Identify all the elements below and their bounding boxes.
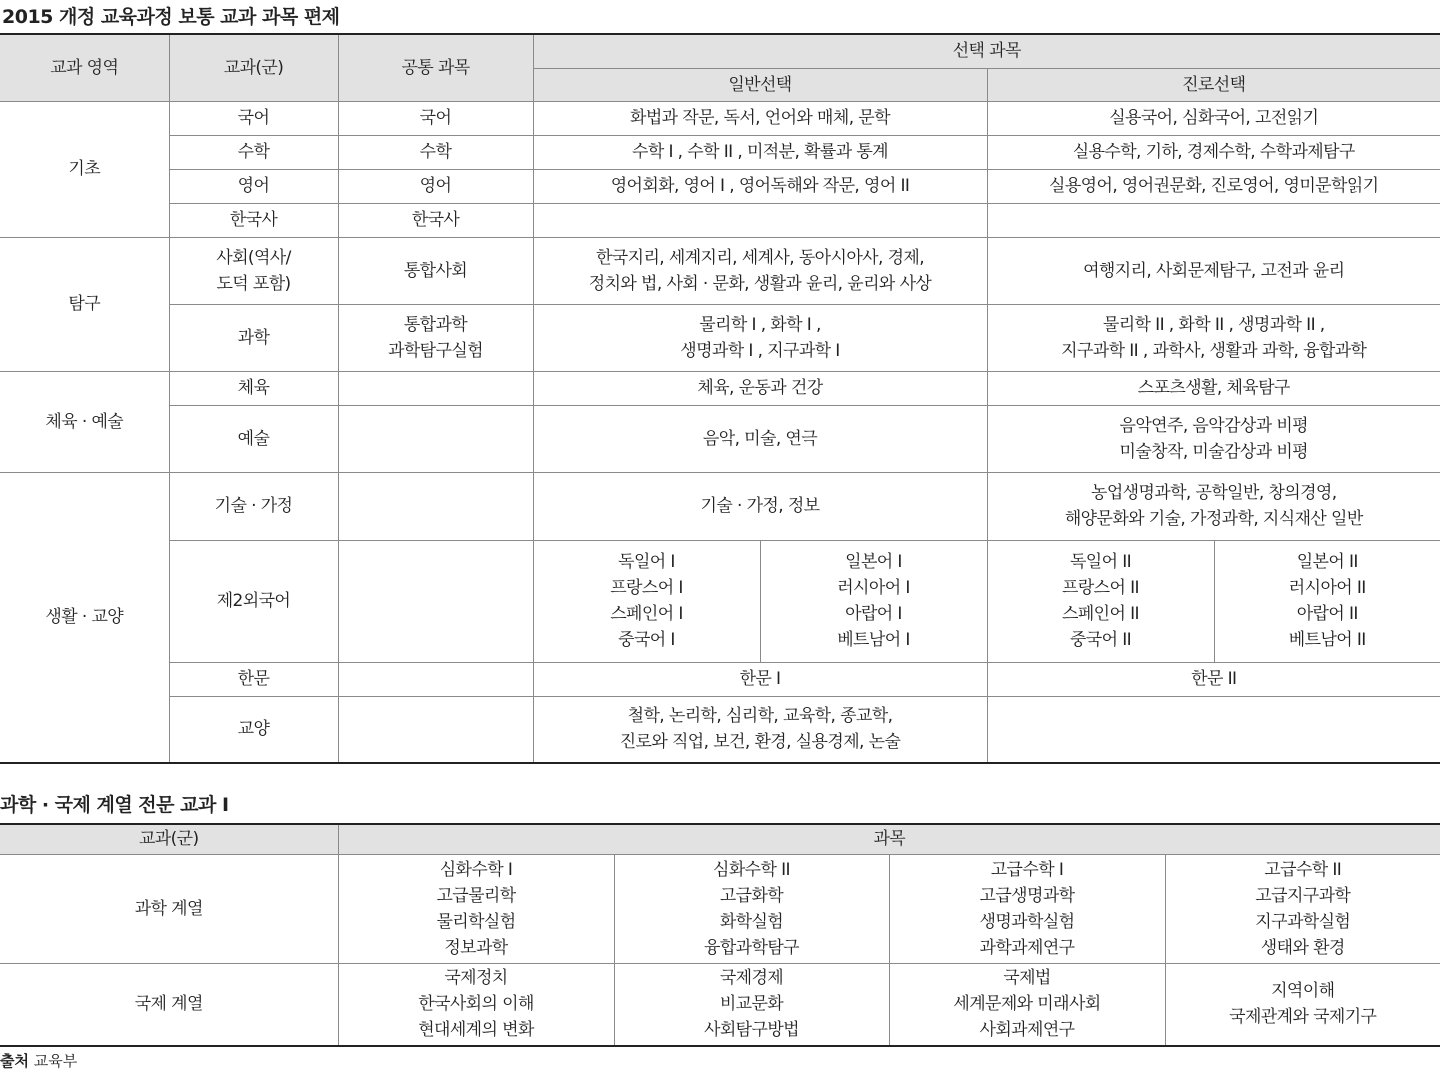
common-hanmun (338, 662, 533, 696)
group-foreign: 제2외국어 (169, 540, 338, 662)
header-common: 공통 과목 (338, 34, 533, 101)
common-arts (338, 405, 533, 472)
area-pe-arts: 체육 · 예술 (0, 371, 169, 472)
t2-science-col4: 고급수학 II 고급지구과학 지구과학실험 생태와 환경 (1165, 854, 1440, 963)
source-label: 출처 (0, 1052, 29, 1070)
career-science: 물리학 II , 화학 II , 생명과학 II , 지구과학 II , 과학사, 생활과 과학, 융합과학 (987, 304, 1440, 371)
source-note (0, 1050, 77, 1071)
career-liberal (987, 696, 1440, 763)
t2-intl-col4: 지역이해 국제관계와 국제기구 (1165, 963, 1440, 1046)
header-general: 일반선택 (533, 68, 987, 101)
source-value: 교육부 (33, 1052, 78, 1070)
t2-science-col1: 심화수학 I 고급물리학 물리학실험 정보과학 (338, 854, 614, 963)
career-history (987, 203, 1440, 237)
header-area: 교과 영역 (0, 34, 169, 101)
general-science: 물리학 I , 화학 I , 생명과학 I , 지구과학 I (533, 304, 987, 371)
t2-header-group: 교과(군) (0, 824, 338, 854)
group-arts: 예술 (169, 405, 338, 472)
t2-intl-col2: 국제경제 비교문화 사회탐구방법 (614, 963, 889, 1046)
group-social: 사회(역사/ 도덕 포함) (169, 237, 338, 304)
general-foreign-b: 일본어 I 러시아어 I 아랍어 I 베트남어 I (760, 540, 987, 662)
career-social: 여행지리, 사회문제탐구, 고전과 윤리 (987, 237, 1440, 304)
group-math: 수학 (169, 135, 338, 169)
common-social: 통합사회 (338, 237, 533, 304)
career-hanmun: 한문 II (987, 662, 1440, 696)
area-inquiry: 탐구 (0, 237, 169, 371)
general-tech: 기술 · 가정, 정보 (533, 472, 987, 540)
general-pe: 체육, 운동과 건강 (533, 371, 987, 405)
group-hanmun: 한문 (169, 662, 338, 696)
common-tech (338, 472, 533, 540)
common-english: 영어 (338, 169, 533, 203)
common-pe (338, 371, 533, 405)
table2-title: 과학 · 국제 계열 전문 교과 I (0, 794, 229, 816)
group-english: 영어 (169, 169, 338, 203)
area-life: 생활 · 교양 (0, 472, 169, 763)
general-foreign-a: 독일어 I 프랑스어 I 스페인어 I 중국어 I (533, 540, 760, 662)
career-pe: 스포츠생활, 체육탐구 (987, 371, 1440, 405)
general-liberal: 철학, 논리학, 심리학, 교육학, 종교학, 진로와 직업, 보건, 환경, 실용경제, 논술 (533, 696, 987, 763)
common-foreign (338, 540, 533, 662)
common-liberal (338, 696, 533, 763)
group-pe: 체육 (169, 371, 338, 405)
career-arts: 음악연주, 음악감상과 비평 미술창작, 미술감상과 비평 (987, 405, 1440, 472)
career-math: 실용수학, 기하, 경제수학, 수학과제탐구 (987, 135, 1440, 169)
career-english: 실용영어, 영어권문화, 진로영어, 영미문학읽기 (987, 169, 1440, 203)
t2-intl-col3: 국제법 세계문제와 미래사회 사회과제연구 (889, 963, 1165, 1046)
general-math: 수학 I , 수학 II , 미적분, 확률과 통계 (533, 135, 987, 169)
general-social: 한국지리, 세계지리, 세계사, 동아시아사, 경제, 정치와 법, 사회 · 문화, 생활과 윤리, 윤리와 사상 (533, 237, 987, 304)
t2-intl-label: 국제 계열 (0, 963, 338, 1046)
specialized-curriculum-table (0, 823, 1440, 1047)
header-elective: 선택 과목 (533, 34, 1440, 68)
t2-intl-col1: 국제정치 한국사회의 이해 현대세계의 변화 (338, 963, 614, 1046)
common-math: 수학 (338, 135, 533, 169)
group-science: 과학 (169, 304, 338, 371)
table-title: 2015 개정 교육과정 보통 교과 과목 편제 (2, 6, 340, 28)
general-curriculum-table (0, 33, 1440, 764)
common-science: 통합과학 과학탐구실험 (338, 304, 533, 371)
t2-science-col2: 심화수학 II 고급화학 화학실험 융합과학탐구 (614, 854, 889, 963)
career-tech: 농업생명과학, 공학일반, 창의경영, 해양문화와 기술, 가정과학, 지식재산 일반 (987, 472, 1440, 540)
header-career: 진로선택 (987, 68, 1440, 101)
header-subject-group: 교과(군) (169, 34, 338, 101)
general-english: 영어회화, 영어 I , 영어독해와 작문, 영어 II (533, 169, 987, 203)
general-arts: 음악, 미술, 연극 (533, 405, 987, 472)
t2-science-col3: 고급수학 I 고급생명과학 생명과학실험 과학과제연구 (889, 854, 1165, 963)
general-korean: 화법과 작문, 독서, 언어와 매체, 문학 (533, 101, 987, 135)
t2-header-subjects: 과목 (338, 824, 1440, 854)
career-foreign-b: 일본어 II 러시아어 II 아랍어 II 베트남어 II (1214, 540, 1440, 662)
group-korean: 국어 (169, 101, 338, 135)
t2-science-label: 과학 계열 (0, 854, 338, 963)
common-history: 한국사 (338, 203, 533, 237)
common-korean: 국어 (338, 101, 533, 135)
general-hanmun: 한문 I (533, 662, 987, 696)
area-basic: 기초 (0, 101, 169, 237)
group-history: 한국사 (169, 203, 338, 237)
career-korean: 실용국어, 심화국어, 고전읽기 (987, 101, 1440, 135)
general-history (533, 203, 987, 237)
career-foreign-a: 독일어 II 프랑스어 II 스페인어 II 중국어 II (987, 540, 1214, 662)
group-liberal: 교양 (169, 696, 338, 763)
group-tech: 기술 · 가정 (169, 472, 338, 540)
